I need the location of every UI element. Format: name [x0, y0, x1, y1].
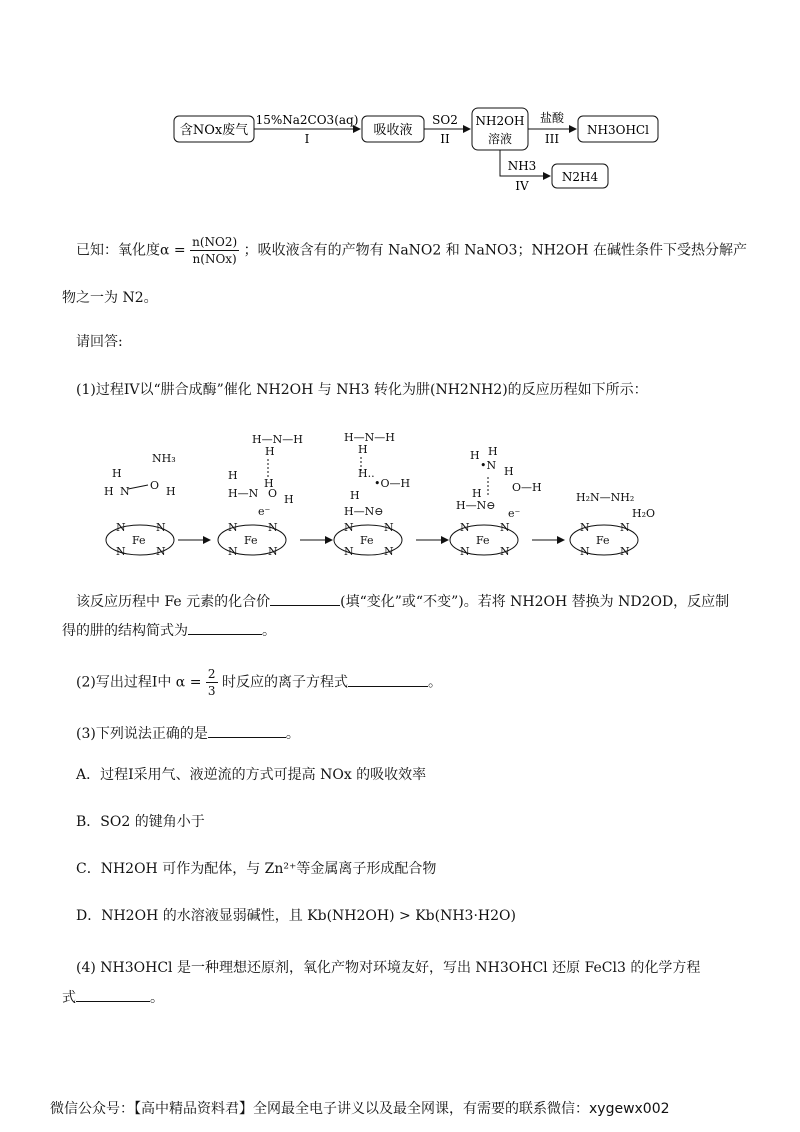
q1-valence-prompt: 该反应历程中 Fe 元素的化合价 — [76, 594, 271, 610]
svg-text:N: N — [500, 521, 510, 534]
flow-box-nh3ohcl-label: NH3OHCl — [587, 123, 649, 137]
mechanism-diagram — [100, 425, 670, 585]
q4-end-mark: 。 — [150, 990, 164, 1006]
svg-text:N: N — [620, 521, 630, 534]
q1-blank-structure[interactable] — [188, 620, 262, 635]
flow-box-nh2oh-line1: NH2OH — [475, 114, 525, 128]
stage1-n-label: N — [120, 485, 130, 498]
svg-text:H: H — [504, 465, 514, 478]
q2-suffix: 时反应的离子方程式 — [222, 674, 348, 691]
stage2-fe: Fe — [244, 534, 258, 547]
q4-blank-equation[interactable] — [76, 987, 150, 1002]
stage1-h-top: H — [112, 467, 122, 480]
stage1-fe: Fe — [132, 534, 146, 547]
svg-text:•N: •N — [480, 459, 497, 472]
svg-text:N: N — [580, 545, 590, 558]
flow-box-nh2oh-line2: 溶液 — [487, 132, 513, 146]
svg-text:H—N—H: H—N—H — [344, 431, 395, 444]
svg-text:N: N — [268, 521, 278, 534]
svg-text:N: N — [580, 521, 590, 534]
svg-text:e⁻: e⁻ — [258, 505, 271, 518]
fraction-denominator: n(NOx) — [192, 252, 237, 266]
svg-text:N: N — [344, 521, 354, 534]
fraction-numerator: n(NO2) — [192, 235, 238, 249]
question-4-line1: (4) NH3OHCl 是一种理想还原剂，氧化产物对环境友好，写出 NH3OHCl 还原 FeCl3 的化学方程 — [76, 960, 701, 976]
stage1-h-left: H — [104, 485, 114, 498]
svg-text:H₂N—NH₂: H₂N—NH₂ — [576, 491, 635, 504]
q3-text: (3)下列说法正确的是 — [76, 726, 208, 742]
flow-step3-number: III — [544, 132, 560, 146]
svg-text:H—N: H—N — [228, 487, 259, 500]
svg-text:H: H — [472, 487, 482, 500]
q2-blank-equation[interactable] — [348, 672, 428, 687]
q2-end-mark: 。 — [428, 674, 442, 691]
q3-option-c: C．NH2OH 可作为配体，与 Zn²⁺等金属离子形成配合物 — [76, 861, 437, 877]
flow-step2-number: II — [440, 132, 450, 146]
svg-text:N: N — [384, 521, 394, 534]
stage1-nh3: NH₃ — [152, 452, 176, 465]
svg-text:H: H — [264, 477, 274, 490]
q1-end-mark: 。 — [262, 623, 276, 639]
stage4-fe: Fe — [476, 534, 490, 547]
q3-option-a: A．过程I采用气、液逆流的方式可提高 NOx 的吸收效率 — [76, 767, 427, 783]
known-prefix: 已知：氧化度α = — [76, 242, 186, 259]
flow-step1-reagent: 15%Na2CO3(aq) — [255, 113, 359, 127]
flow-box-n2h4-label: N2H4 — [561, 170, 599, 184]
svg-text:H—N⊖: H—N⊖ — [456, 499, 496, 512]
oxidation-degree-fraction — [190, 234, 239, 267]
question-2 — [76, 666, 442, 699]
known-info-line2: 物之一为 N2。 — [62, 290, 158, 306]
flow-step4-number: IV — [515, 179, 529, 193]
stage1-o-label: O — [150, 479, 160, 492]
question-1-line2 — [76, 591, 729, 612]
process-flowchart — [160, 100, 680, 200]
question-1-text: (1)过程IV以“肼合成酶”催化 NH2OH 与 NH3 转化为肼(NH2NH2)的反应历程如下所示： — [76, 382, 648, 398]
svg-text:N: N — [228, 521, 238, 534]
svg-text:N: N — [620, 545, 630, 558]
svg-text:H—N⊖: H—N⊖ — [344, 505, 384, 518]
known-suffix: ；吸收液含有的产物有 NaNO2 和 NaNO3；NH2OH 在碱性条件下受热分解产 — [243, 242, 747, 259]
svg-text:N: N — [384, 545, 394, 558]
known-info-line1 — [76, 234, 747, 267]
svg-text:H: H — [265, 445, 275, 458]
svg-text:H—N—H: H—N—H — [252, 433, 303, 446]
q4-prefix: 式 — [62, 990, 76, 1006]
flow-step2-reagent: SO2 — [432, 113, 458, 127]
stage3-fe: Fe — [360, 534, 374, 547]
flow-step4-reagent: NH3 — [507, 159, 537, 173]
svg-text:O: O — [268, 487, 278, 500]
question-3 — [76, 723, 300, 744]
q3-blank-answer[interactable] — [208, 723, 286, 738]
question-4-line2 — [62, 987, 164, 1008]
svg-text:N: N — [500, 545, 510, 558]
svg-text:H..: H.. — [358, 467, 375, 480]
svg-text:N: N — [116, 545, 126, 558]
svg-text:N: N — [116, 521, 126, 534]
svg-text:H: H — [358, 443, 368, 456]
svg-text:e⁻: e⁻ — [508, 507, 521, 520]
svg-text:O—H: O—H — [512, 481, 542, 494]
stage5-fe: Fe — [596, 534, 610, 547]
svg-text:N: N — [460, 545, 470, 558]
svg-text:N: N — [344, 545, 354, 558]
q2-prefix: (2)写出过程I中 α = — [76, 674, 202, 691]
q3-end-mark: 。 — [285, 726, 300, 742]
q2-fraction-numerator: 2 — [207, 667, 216, 681]
svg-text:•O—H: •O—H — [374, 477, 411, 490]
svg-text:H: H — [284, 493, 294, 506]
svg-text:H₂O: H₂O — [632, 507, 656, 520]
svg-text:H: H — [488, 445, 498, 458]
question-1-line3 — [62, 620, 276, 641]
flow-step1-number: I — [304, 132, 310, 146]
q1-replacement-prompt: (填“变化”或“不变”)。若将 NH2OH 替换为 ND2OD，反应制 — [340, 594, 730, 610]
q3-option-d: D．NH2OH 的水溶液显弱碱性，且 Kb(NH2OH) > Kb(NH3·H2O) — [76, 908, 516, 924]
flow-box-nox-gas-label: 含NOx废气 — [179, 123, 249, 138]
q2-fraction — [206, 666, 218, 699]
q1-blank-valence[interactable] — [270, 591, 340, 606]
flow-step3-reagent: 盐酸 — [539, 111, 565, 125]
q2-fraction-denominator: 3 — [207, 684, 216, 698]
svg-text:H: H — [470, 449, 480, 462]
svg-text:N: N — [156, 545, 166, 558]
stage1-h-right: H — [166, 485, 176, 498]
svg-text:H: H — [350, 489, 360, 502]
please-answer: 请回答: — [76, 334, 123, 350]
svg-text:N: N — [156, 521, 166, 534]
flow-box-absorbent-label: 吸收液 — [373, 123, 413, 138]
q3-option-b: B．SO2 的键角小于 — [76, 814, 205, 830]
svg-text:H: H — [228, 469, 238, 482]
svg-text:N: N — [460, 521, 470, 534]
svg-text:N: N — [268, 545, 278, 558]
q1-structure-prompt: 得的肼的结构简式为 — [62, 623, 188, 639]
svg-text:N: N — [228, 545, 238, 558]
footer-ad-text: 微信公众号：【高中精品资料君】全网最全电子讲义以及最全网课，有需要的联系微信：xygewx002 — [50, 1101, 670, 1117]
